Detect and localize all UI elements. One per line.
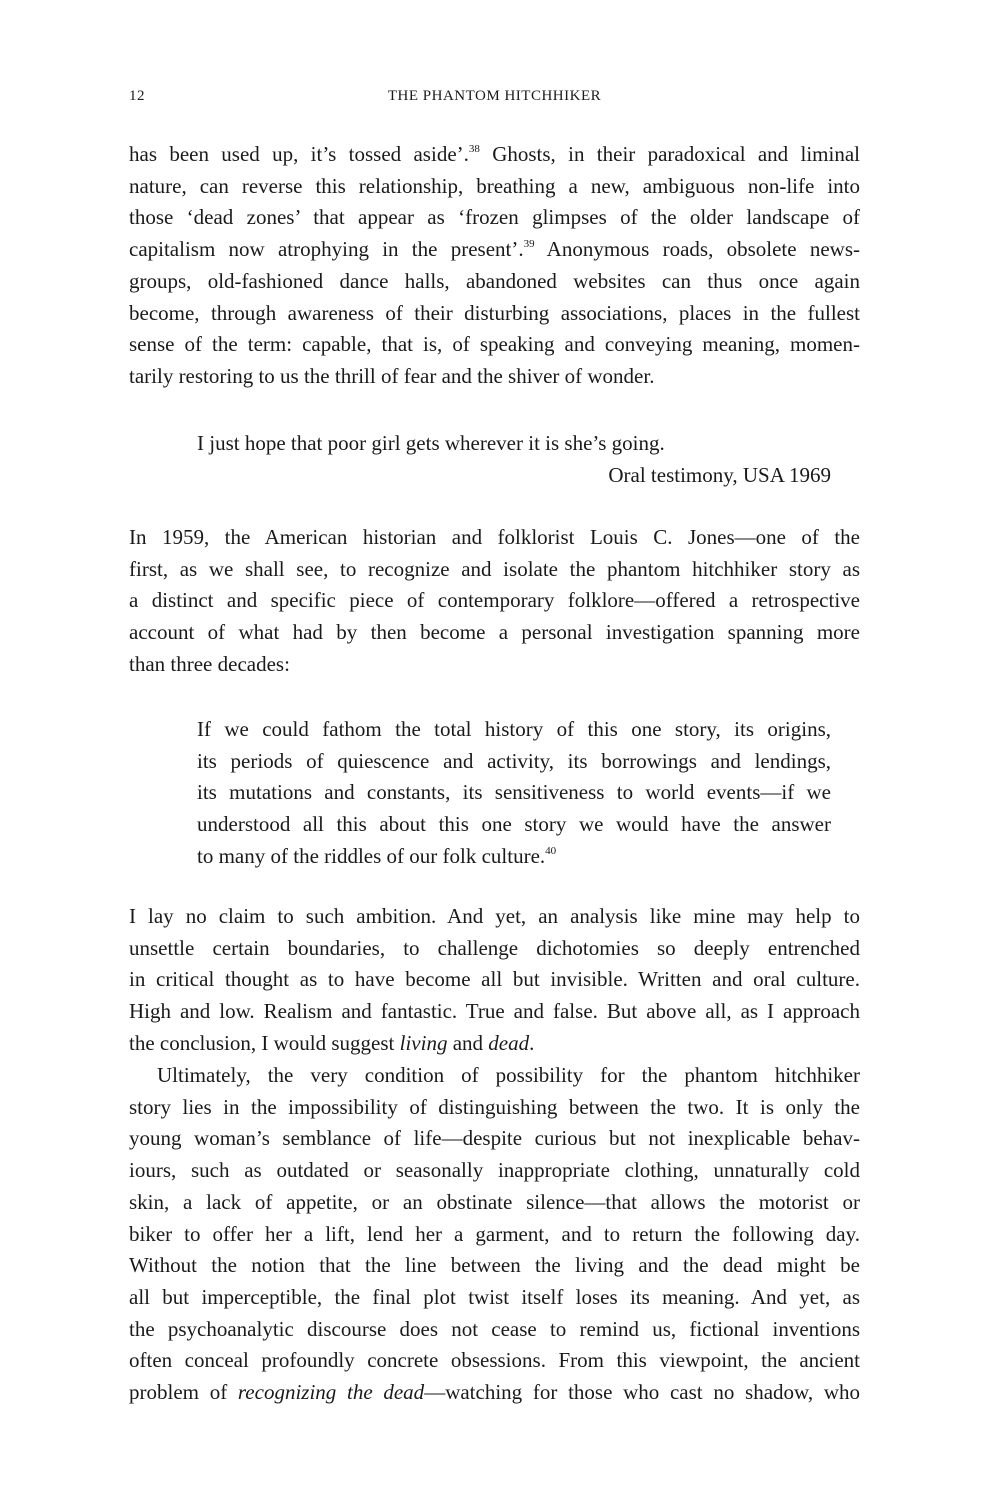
text-line: High and low. Realism and fantastic. True and false. But above all, as I approach: [129, 999, 860, 1024]
text-line: sense of the term: capable, that is, of speaking and conveying meaning, momen-: [129, 332, 860, 357]
page-number: 12: [129, 88, 145, 104]
text-line: biker to offer her a lift, lend her a garment, and to return the following day.: [129, 1221, 860, 1246]
text-line: than three decades:: [129, 651, 290, 676]
text-line: skin, a lack of appetite, or an obstinate silence—that allows the motorist or: [129, 1189, 860, 1214]
text-line: often conceal profoundly concrete obsessions. From this viewpoint, the ancient: [129, 1348, 860, 1373]
text-line: Without the notion that the line between the living and the dead might be: [129, 1253, 860, 1278]
text-line: the conclusion, I would suggest living and dead.: [129, 1030, 535, 1055]
footnote-ref-40: 40: [545, 844, 557, 857]
quote-line: to many of the riddles of our folk culture.$^{40}$: [197, 843, 557, 868]
emphasis-recognizing-the-dead: recognizing the dead: [237, 1380, 425, 1405]
epigraph-source: Oral testimony, USA 1969: [608, 462, 831, 487]
quote-line: If we could fathom the total history of this one story, its origins,: [197, 717, 831, 741]
epigraph-quote: I just hope that poor girl gets wherever it is she’s going.: [197, 431, 665, 455]
footnote-ref-39: 39: [523, 238, 535, 251]
text-line: nature, can reverse this relationship, breathing a new, ambiguous non-life into: [129, 173, 860, 198]
paragraph: [129, 901, 860, 1060]
text-line: a distinct and specific piece of contemporary folklore—offered a retrospective: [129, 588, 860, 613]
paragraph: [129, 1060, 860, 1409]
text-line: become, through awareness of their disturbing associations, places in the fullest: [129, 300, 860, 325]
quote-line: understood all this about this one story we would have the answer: [197, 812, 831, 837]
text-line: In 1959, the American historian and folklorist Louis C. Jones—one of the: [129, 525, 860, 549]
text-line: account of what had by then become a personal investigation spanning more: [129, 620, 860, 645]
text-line: problem of recognizing the dead—watching for those who cast no shadow, who: [129, 1380, 860, 1405]
running-head: [129, 88, 860, 112]
running-title: THE PHANTOM HITCHHIKER: [387, 88, 602, 104]
text-line: unsettle certain boundaries, to challenge dichotomies so deeply entrenched: [129, 935, 860, 960]
text-line: tarily restoring to us the thrill of fear and the shiver of wonder.: [129, 363, 655, 388]
text-line: groups, old-fashioned dance halls, abandoned websites can thus once again: [129, 268, 860, 293]
footnote-ref-38: 38: [468, 143, 480, 155]
text-line: capitalism now atrophying in the present’.$^{39}$ Anonymous roads, obsolete news-: [129, 237, 860, 262]
text-line: iours, such as outdated or seasonally inappropriate clothing, unnaturally cold: [129, 1158, 860, 1183]
epigraph: [197, 428, 831, 491]
paragraph-continued: [129, 139, 860, 393]
emphasis-living: living: [399, 1030, 448, 1055]
quote-line: its mutations and constants, its sensitiveness to world events—if we: [197, 780, 831, 805]
emphasis-dead: dead: [488, 1030, 530, 1055]
paragraph: [129, 522, 860, 681]
text-line: the psychoanalytic discourse does not cease to remind us, fictional inventions: [129, 1316, 860, 1341]
text-line: those ‘dead zones’ that appear as ‘frozen glimpses of the older landscape of: [129, 205, 860, 230]
text-line: Ultimately, the very condition of possibility for the phantom hitchhiker: [157, 1063, 860, 1087]
text-line: story lies in the impossibility of distinguishing between the two. It is only the: [129, 1094, 860, 1119]
text-line: has been used up, it’s tossed aside’.$^{38}$ Ghosts, in their paradoxical and liminal: [129, 142, 860, 166]
text-line: all but imperceptible, the final plot twist itself loses its meaning. And yet, as: [129, 1284, 860, 1309]
text-line: I lay no claim to such ambition. And yet, an analysis like mine may help to: [129, 904, 860, 928]
quote-line: its periods of quiescence and activity, its borrowings and lendings,: [197, 748, 831, 773]
text-line: first, as we shall see, to recognize and isolate the phantom hitchhiker story as: [129, 556, 860, 581]
text-line: young woman’s semblance of life—despite curious but not inexplicable behav-: [129, 1126, 860, 1151]
text-line: in critical thought as to have become all but invisible. Written and oral culture.: [129, 967, 860, 992]
block-quotation: [197, 714, 831, 873]
